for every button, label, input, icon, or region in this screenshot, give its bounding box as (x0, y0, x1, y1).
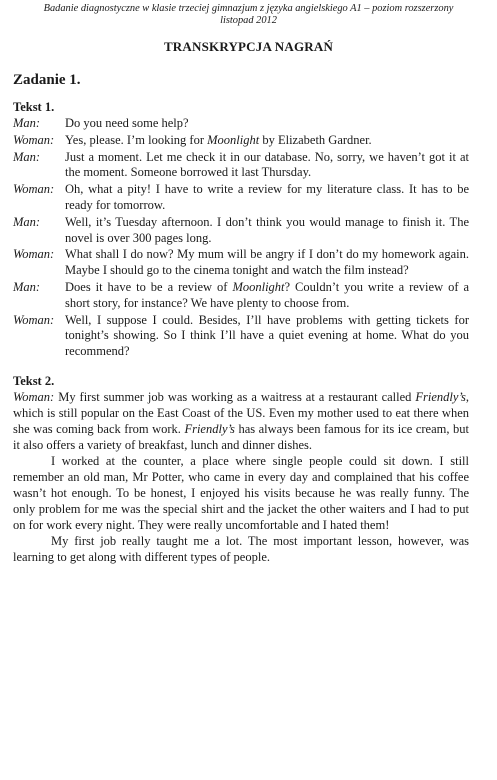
utterance-text: by Elizabeth Gardner. (259, 132, 372, 147)
text2-paragraph-3: My first job really taught me a lot. The most important lesson, however, was learning to get along with different types of people. (13, 534, 469, 564)
restaurant-name: Friendly’s (415, 390, 466, 404)
utterance: Well, it’s Tuesday afternoon. I don’t think you would manage to finish it. The novel is over 300 pages long. (65, 214, 469, 245)
dialogue-line (13, 247, 469, 279)
dialogue-line (13, 133, 469, 149)
text2-label: Tekst 2. (13, 374, 55, 388)
book-title: Moonlight (207, 132, 260, 147)
speaker-label: Man: (13, 116, 41, 130)
text2-paragraph-2: I worked at the counter, a place where single people could sit down. I still remember an old man, Mr Potter, who came in every day and complained that his coffee wasn’t hot enough. To be honest, I enjoyed his visits because he was really funny. The only problem for me was the special shirt and the jacket the other waiters and I had to put on for work every night. They were really uncomfortable and I hated them! (13, 454, 469, 532)
page-header (0, 3, 497, 27)
dialogue-line (13, 313, 469, 360)
utterance: Well, I suppose I could. Besides, I’ll have problems with getting tickets for tonight’s showing. So I think I’ll have a quiet evening at home. What do you recommend? (65, 312, 469, 359)
restaurant-name: Friendly’s (184, 422, 235, 436)
speaker-label: Woman: (13, 247, 55, 262)
text1-dialogue (13, 116, 469, 360)
speaker-label: Woman: (13, 182, 55, 197)
utterance (65, 280, 469, 312)
utterance: Do you need some help? (65, 116, 189, 130)
document-title: TRANSKRYPCJA NAGRAŃ (163, 39, 334, 54)
dialogue-line (13, 280, 469, 312)
speaker-label: Man: (13, 149, 41, 164)
paragraph-text: , which is still popular on the East Coast of the US. Even my mother used to eat there when she was coming back from work. (13, 390, 469, 436)
task-heading: Zadanie 1. (13, 72, 81, 88)
utterance: Oh, what a pity! I have to write a review for my literature class. It has to be ready for tomorrow. (65, 182, 469, 212)
dialogue-line (13, 150, 469, 182)
speaker-label: Woman: (13, 312, 55, 327)
header-line-2: listopad 2012 (220, 15, 277, 26)
speaker-label: Man: (13, 279, 41, 294)
text1-label: Tekst 1. (13, 100, 55, 114)
book-title: Moonlight (232, 279, 285, 294)
speaker-label: Woman: (13, 390, 55, 404)
utterance-text: Does it have to be a review of (65, 279, 233, 294)
dialogue-line (13, 116, 469, 132)
speaker-label: Man: (13, 214, 41, 229)
text2-paragraph-1 (13, 389, 469, 453)
utterance-text: ? Couldn’t you write a review of a short story, for instance? We have plenty to choose from. (65, 279, 469, 310)
dialogue-line (13, 215, 469, 247)
utterance: Just a moment. Let me check it in our database. No, sorry, we haven’t got it at the moment. Someone borrowed it last Thursday. (65, 149, 469, 180)
utterance (65, 133, 469, 149)
utterance: What shall I do now? My mum will be angry if I don’t do my homework again. Maybe I should go to the cinema tonight and watch the film instead? (65, 247, 469, 278)
speaker-label: Woman: (13, 132, 55, 147)
text2-body (13, 389, 469, 565)
utterance-text: Yes, please. I’m looking for (65, 132, 208, 147)
header-line-1: Badanie diagnostyczne w klasie trzeciej gimnazjum z języka angielskiego A1 – poziom rozszerzony (43, 3, 454, 14)
paragraph-text: has always been famous for its ice cream, but it also offers a variety of breakfast, lunch and dinner dishes. (13, 422, 469, 452)
dialogue-line (13, 182, 469, 214)
paragraph-text: My first summer job was working as a waitress at a restaurant called (54, 390, 416, 404)
